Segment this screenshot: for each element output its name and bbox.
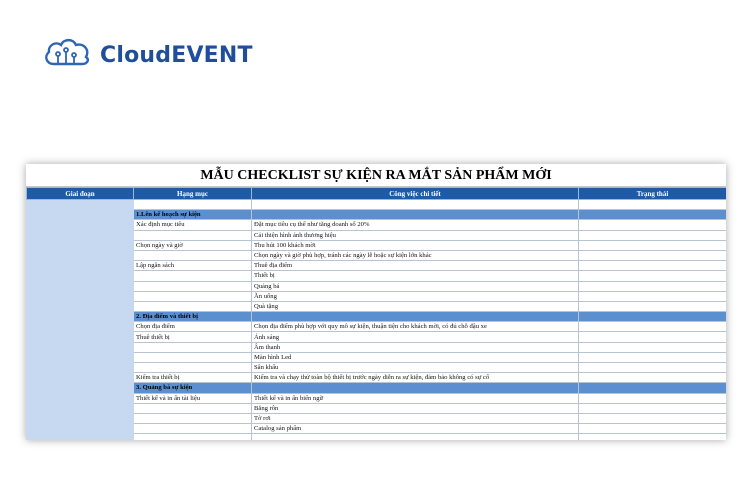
task-cell[interactable]: Sân khấu — [252, 363, 579, 373]
status-cell[interactable] — [579, 312, 727, 322]
status-cell[interactable] — [579, 383, 727, 393]
status-cell[interactable] — [579, 281, 727, 291]
brand-logo — [42, 36, 253, 75]
brand-name: CloudEVENT — [100, 43, 253, 68]
category-cell[interactable]: Chọn địa điểm — [134, 322, 252, 332]
section-title-cell[interactable]: 3. Quảng bá sự kiện — [134, 383, 252, 393]
task-cell[interactable]: Kiểm tra và chạy thử toàn bộ thiết bị trước ngày diễn ra sự kiện, đảm bảo không có sự cố — [252, 373, 579, 383]
cloud-circuit-icon — [42, 36, 94, 75]
status-cell[interactable] — [579, 413, 727, 423]
category-cell[interactable]: Thiết kế và in ấn tài liệu — [134, 393, 252, 403]
header-task: Công việc chi tiết — [252, 188, 579, 200]
task-cell[interactable] — [252, 210, 579, 220]
status-cell[interactable] — [579, 424, 727, 434]
category-cell[interactable]: Xác định mục tiêu — [134, 220, 252, 230]
task-cell[interactable]: Màn hình Led — [252, 352, 579, 362]
category-cell[interactable]: Chọn ngày và giờ — [134, 240, 252, 250]
table-row — [27, 200, 727, 210]
status-cell[interactable] — [579, 210, 727, 220]
category-cell[interactable] — [134, 301, 252, 311]
category-cell[interactable] — [134, 200, 252, 210]
category-cell[interactable]: Thuê thiết bị — [134, 332, 252, 342]
status-cell[interactable] — [579, 271, 727, 281]
task-cell[interactable] — [252, 383, 579, 393]
status-cell[interactable] — [579, 363, 727, 373]
task-cell[interactable]: Thu hút 100 khách mời — [252, 240, 579, 250]
status-cell[interactable] — [579, 322, 727, 332]
category-cell[interactable] — [134, 230, 252, 240]
category-cell[interactable] — [134, 403, 252, 413]
status-cell[interactable] — [579, 291, 727, 301]
task-cell[interactable]: Chọn ngày và giờ phù hợp, tránh các ngày lễ hoặc sự kiện lớn khác — [252, 250, 579, 260]
task-cell[interactable]: Catalog sản phẩm — [252, 424, 579, 434]
header-phase: Giai đoạn — [27, 188, 134, 200]
task-cell[interactable]: Cải thiện hình ảnh thương hiệu — [252, 230, 579, 240]
task-cell[interactable]: Đặt mục tiêu cụ thể như tăng doanh số 20% — [252, 220, 579, 230]
task-cell[interactable]: Thiết kế và in ấn biển ngữ — [252, 393, 579, 403]
status-cell[interactable] — [579, 434, 727, 440]
status-cell[interactable] — [579, 250, 727, 260]
category-cell[interactable]: Lập ngân sách — [134, 261, 252, 271]
section-title-cell[interactable]: 1.Lên kế hoạch sự kiện — [134, 210, 252, 220]
status-cell[interactable] — [579, 230, 727, 240]
phase-cell[interactable] — [27, 200, 134, 441]
task-cell[interactable]: Chọn địa điểm phù hợp với quy mô sự kiện, thuận tiện cho khách mời, có đủ chỗ đậu xe — [252, 322, 579, 332]
task-cell[interactable]: Tờ rơi — [252, 413, 579, 423]
category-cell[interactable]: Kiểm tra thiết bị — [134, 373, 252, 383]
task-cell[interactable]: Ánh sáng — [252, 332, 579, 342]
status-cell[interactable] — [579, 403, 727, 413]
checklist-table — [26, 187, 726, 440]
header-status: Trạng thái — [579, 188, 727, 200]
category-cell[interactable] — [134, 424, 252, 434]
header-row — [27, 188, 727, 200]
sheet-title: MẪU CHECKLIST SỰ KIỆN RA MẮT SẢN PHẨM MỚI — [26, 164, 726, 187]
task-cell[interactable] — [252, 434, 579, 440]
category-cell[interactable] — [134, 363, 252, 373]
status-cell[interactable] — [579, 393, 727, 403]
category-cell[interactable] — [134, 250, 252, 260]
status-cell[interactable] — [579, 301, 727, 311]
task-cell[interactable]: Âm thanh — [252, 342, 579, 352]
status-cell[interactable] — [579, 373, 727, 383]
status-cell[interactable] — [579, 342, 727, 352]
status-cell[interactable] — [579, 261, 727, 271]
status-cell[interactable] — [579, 240, 727, 250]
category-cell[interactable] — [134, 271, 252, 281]
checklist-body — [27, 200, 727, 441]
task-cell[interactable]: Thuê địa điểm — [252, 261, 579, 271]
task-cell[interactable]: Thiết bị — [252, 271, 579, 281]
task-cell[interactable]: Quảng bá — [252, 281, 579, 291]
task-cell[interactable]: Quà tặng — [252, 301, 579, 311]
category-cell[interactable] — [134, 291, 252, 301]
header-category: Hạng mục — [134, 188, 252, 200]
category-cell[interactable] — [134, 413, 252, 423]
status-cell[interactable] — [579, 352, 727, 362]
task-cell[interactable]: Băng rôn — [252, 403, 579, 413]
task-cell[interactable]: Ăn uống — [252, 291, 579, 301]
category-cell[interactable] — [134, 281, 252, 291]
task-cell[interactable] — [252, 312, 579, 322]
category-cell[interactable] — [134, 342, 252, 352]
category-cell[interactable] — [134, 434, 252, 440]
section-title-cell[interactable]: 2. Địa điểm và thiết bị — [134, 312, 252, 322]
category-cell[interactable] — [134, 352, 252, 362]
status-cell[interactable] — [579, 200, 727, 210]
checklist-spreadsheet — [26, 164, 726, 440]
task-cell[interactable] — [252, 200, 579, 210]
status-cell[interactable] — [579, 332, 727, 342]
status-cell[interactable] — [579, 220, 727, 230]
